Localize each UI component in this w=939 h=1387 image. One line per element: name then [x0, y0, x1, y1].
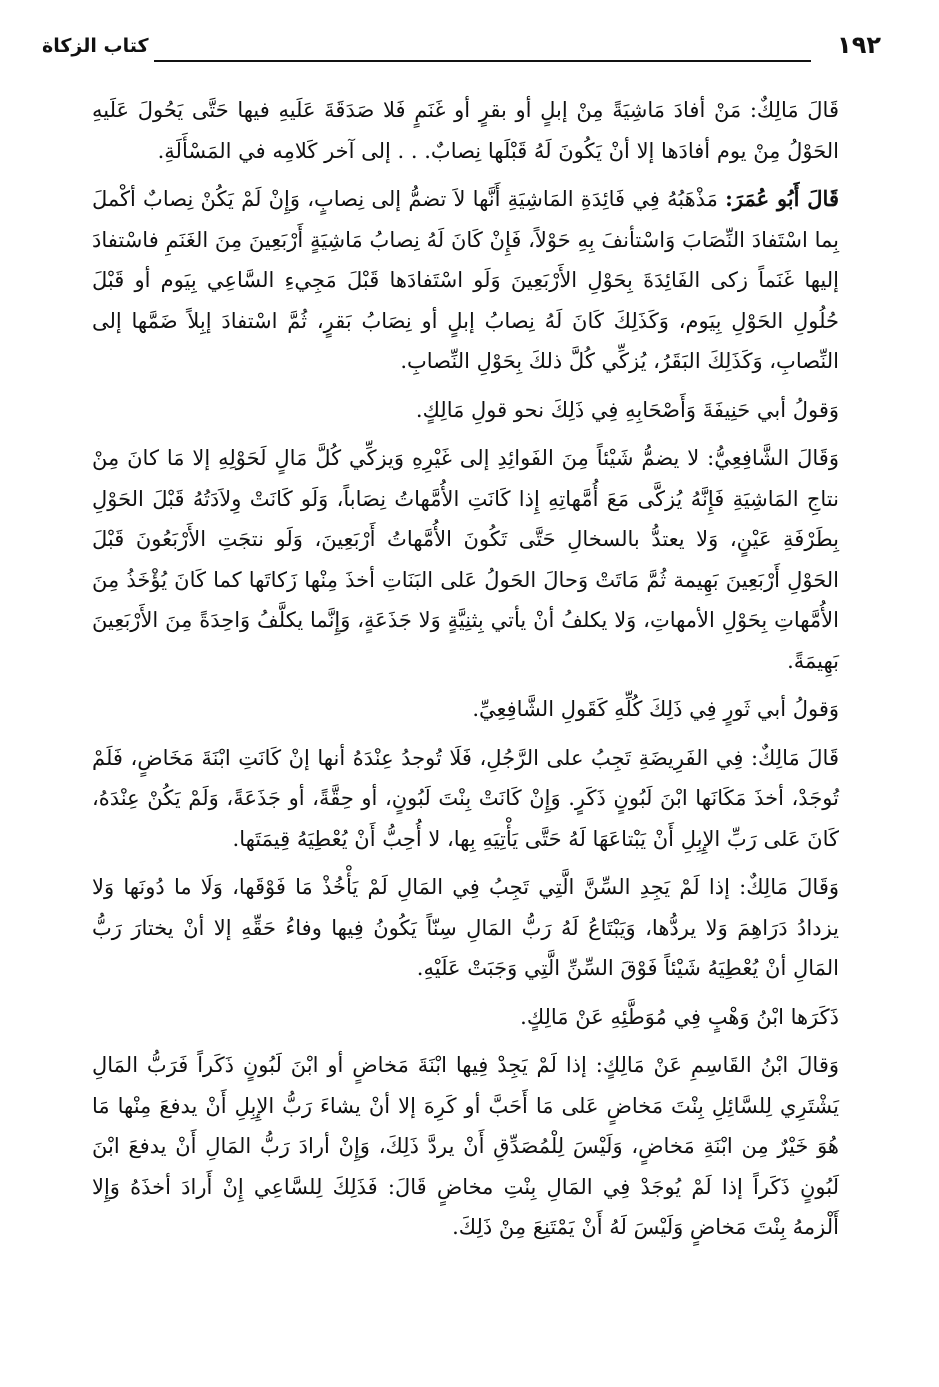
paragraph-text: قَالَ مَالِكٌ: فِي الفَرِيضَةِ تَجِبُ على الرَّجُلِ، فَلَا تُوجدُ عِنْدَهُ أنها إنْ كَانَتِ ابْنَةَ مَخَاضٍ، فَلَمْ تُوجَدْ، أخذَ مَكَانَها ابْنَ لَبُونٍ ذَكَرٍ. وَإِنْ كَانَتْ بِنْتَ لَبُونٍ، أو حِقَّةً، أو جَذَعَةً، وَلَمْ يَكُنْ عِنْدَهُ، كَانَ عَلى رَبِّ الإِبِلِ أَنْ يَبْتاعَهَا لَهُ حَتَّى يَأْتِيَهِ بِها، لا أُحِبُّ أَنْ يُعْطِيَهُ قِيمَتَها. — [92, 745, 839, 851]
paragraph-text: ذَكَرَها ابْنُ وَهْبٍ فِي مُوَطَّئِهِ عَنْ مَالِكٍ. — [520, 1004, 839, 1029]
paragraph — [92, 1045, 839, 1248]
paragraph — [92, 438, 839, 681]
paragraph — [92, 689, 839, 730]
paragraph — [92, 997, 839, 1038]
paragraph-lead: قَالَ أَبُو عُمَرَ: — [725, 186, 839, 211]
paragraph — [92, 738, 839, 860]
paragraph — [92, 90, 839, 171]
paragraph — [92, 179, 839, 382]
running-header — [42, 30, 881, 64]
paragraph-text: مَذْهَبُهُ فِي فَائِدَةِ المَاشِيَةِ أَنَّها لاَ تضمُّ إلى نِصابٍ، وَإِنْ لَمْ يَكُنْ نِصابٌ أكْملَ بِما اسْتَفادَ النِّصَابَ وَاسْتأنفَ بِهِ حَوْلاً، فَإِنْ كَانَ لَهُ نِصابُ مَاشِيَةٍ أَرْبَعِينَ مِنَ الغَنَمِ فاسْتفادَ إليها غَنَماً زكى الفَائِدَةَ بِحَوْلِ الأَرْبَعِينَ وَلَو اسْتَفادَها قَبْلَ مَجِيءِ السَّاعِي بِيَوم أو قَبْلَ حُلُولِ الحَوْلِ بِيَوم، وَكَذَلِكَ كَانَ لَهُ نِصابُ إبلٍ أو نِصَابُ بَقرٍ، ثُمَّ اسْتفادَ إبِلاً ضَمَّها إلى النِّصابِ، وَكَذَلِكَ البَقَرُ، يُزكِّي كُلَّ ذلكَ بِحَوْلِ النِّصابِ. — [92, 187, 839, 373]
book-title: كتاب الزكاة — [42, 35, 149, 57]
paragraph-text: قَالَ مَالِكٌ: مَنْ أفادَ مَاشِيَةً مِنْ إبلٍ أو بقرٍ أو غَنَمٍ فَلا صَدَقَةَ عَلَيهِ فيها حَتَّى يَحُولَ عَلَيهِ الحَوْلُ مِنْ يوم أفادَها إلا أنْ يَكُونَ لَهُ قَبْلَها نِصابٌ. . . إلى آخر كَلامِه في المَسْأَلَةِ. — [92, 98, 839, 163]
page-number: ١٩٢ — [837, 31, 881, 59]
page-body — [92, 90, 839, 1248]
paragraph-text: وَقَالَ مَالِكٌ: إذا لَمْ يَجِدِ السِّنَّ الَّتِي تَجِبُ فِي المَالِ لَمْ يَأْخُذْ مَا فَوْقَها، وَلَا ما دُونَها وَلا يزدادُ دَرَاهِمَ وَلا يردُّها، وَيَبْتَاعُ لَهُ رَبُّ المَالِ سِنّاً يَكُونُ فِيها وفاءُ حَقِّهِ إلا أنْ يختارَ رَبُّ المَالِ أنْ يُعْطِيَهُ شَيْئاً فَوْقَ السِّنِّ الَّتِي وَجَبَتْ عَلَيْهِ. — [92, 875, 839, 980]
paragraph-text: وَقالَ ابْنُ القَاسِمِ عَنْ مَالِكٍ: إذا لَمْ يَجِدْ فِيها ابْنَةَ مَخاضٍ أو ابْنَ لَبُونٍ ذَكَراً فَرَبُّ المَالِ يَشْتَرِي لِلسَّائِلِ بِنْتَ مَخاضٍ عَلى مَا أَحَبَّ أو كَرِهَ إلا أنْ يشاءَ رَبُّ الإِبِلِ أَنْ يدفعَ مِنْها مَا هُوَ خَيْرٌ مِن ابْنَةِ مَخاضٍ، وَلَيْسَ لِلْمُصَدِّقِ أَنْ يردَّ ذَلِكَ، وَإِنْ أرادَ رَبُّ المَالِ أَنْ يدفعَ ابْنَ لَبُونٍ ذَكَراً إذا لَمْ يُوجَدْ فِي المَالِ بِنْتِ مخاضٍ قَالَ: فَذَلِكَ لِلسَّاعِي إِنْ أَرادَ أخذَهُ وَإِلا أَلْزمهُ بِنْتَ مَخاضٍ وَلَيْسَ لَهُ أَنْ يَمْتَنِعَ مِنْ ذَلِكَ. — [92, 1053, 839, 1239]
paragraph-text: وَقَالَ الشَّافِعِيُّ: لا يضمُّ شَيْئاً مِنَ الفَوائِدِ إلى غَيْرِهِ وَيزكِّي كُلَّ مَالٍ لَحَوْلِهِ إلا مَا كانَ مِنْ نتاجِ المَاشِيَةِ فَإِنَّهُ يُزكَّى مَعَ أُمَّهاتِهِ إِذا كَانَتِ الأُمَّهاتُ نِصَاباً، وَلَو كَانَتْ وِلاَدَتُهُ قَبْلَ الحَوْلِ بِطَرْفَةِ عَيْنٍ، وَلا يعتدُّ بالسخالِ حَتَّى تَكُونَ الأُمَّهاتُ أَرْبَعِينَ، وَلَو نتجَتِ الأَرْبَعُونَ قَبْلَ الحَوْلِ أَرْبَعِينَ بَهِيمة ثُمَّ مَاتَتْ وَحالَ الحَولُ عَلى البَنَاتِ أخذَ مِنْها زَكاتَها كما كَانَ يُؤْخَذُ مِنَ الأُمَّهاتِ بِحَوْلِ الأمهاتِ، وَلا يكلفُ أنْ يأتي بِثنِيَّةٍ وَلا جَذَعَةٍ، وَإِنَّما يكلَّفُ وَاحِدَةً مِنَ الأَرْبَعِينَ بَهِيمَةً. — [92, 446, 839, 673]
paragraph-text: وَقولُ أبي حَنِيفَةَ وَأَصْحَابِهِ فِي ذَلِكَ نحو قولِ مَالِكٍ. — [415, 397, 839, 422]
paragraph — [92, 390, 839, 431]
paragraph-text: وَقولُ أبي ثَورٍ فِي ذَلِكَ كُلِّهِ كَقَولِ الشَّافِعِيِّ. — [472, 697, 839, 721]
paragraph — [92, 867, 839, 989]
header-rule — [154, 60, 811, 62]
